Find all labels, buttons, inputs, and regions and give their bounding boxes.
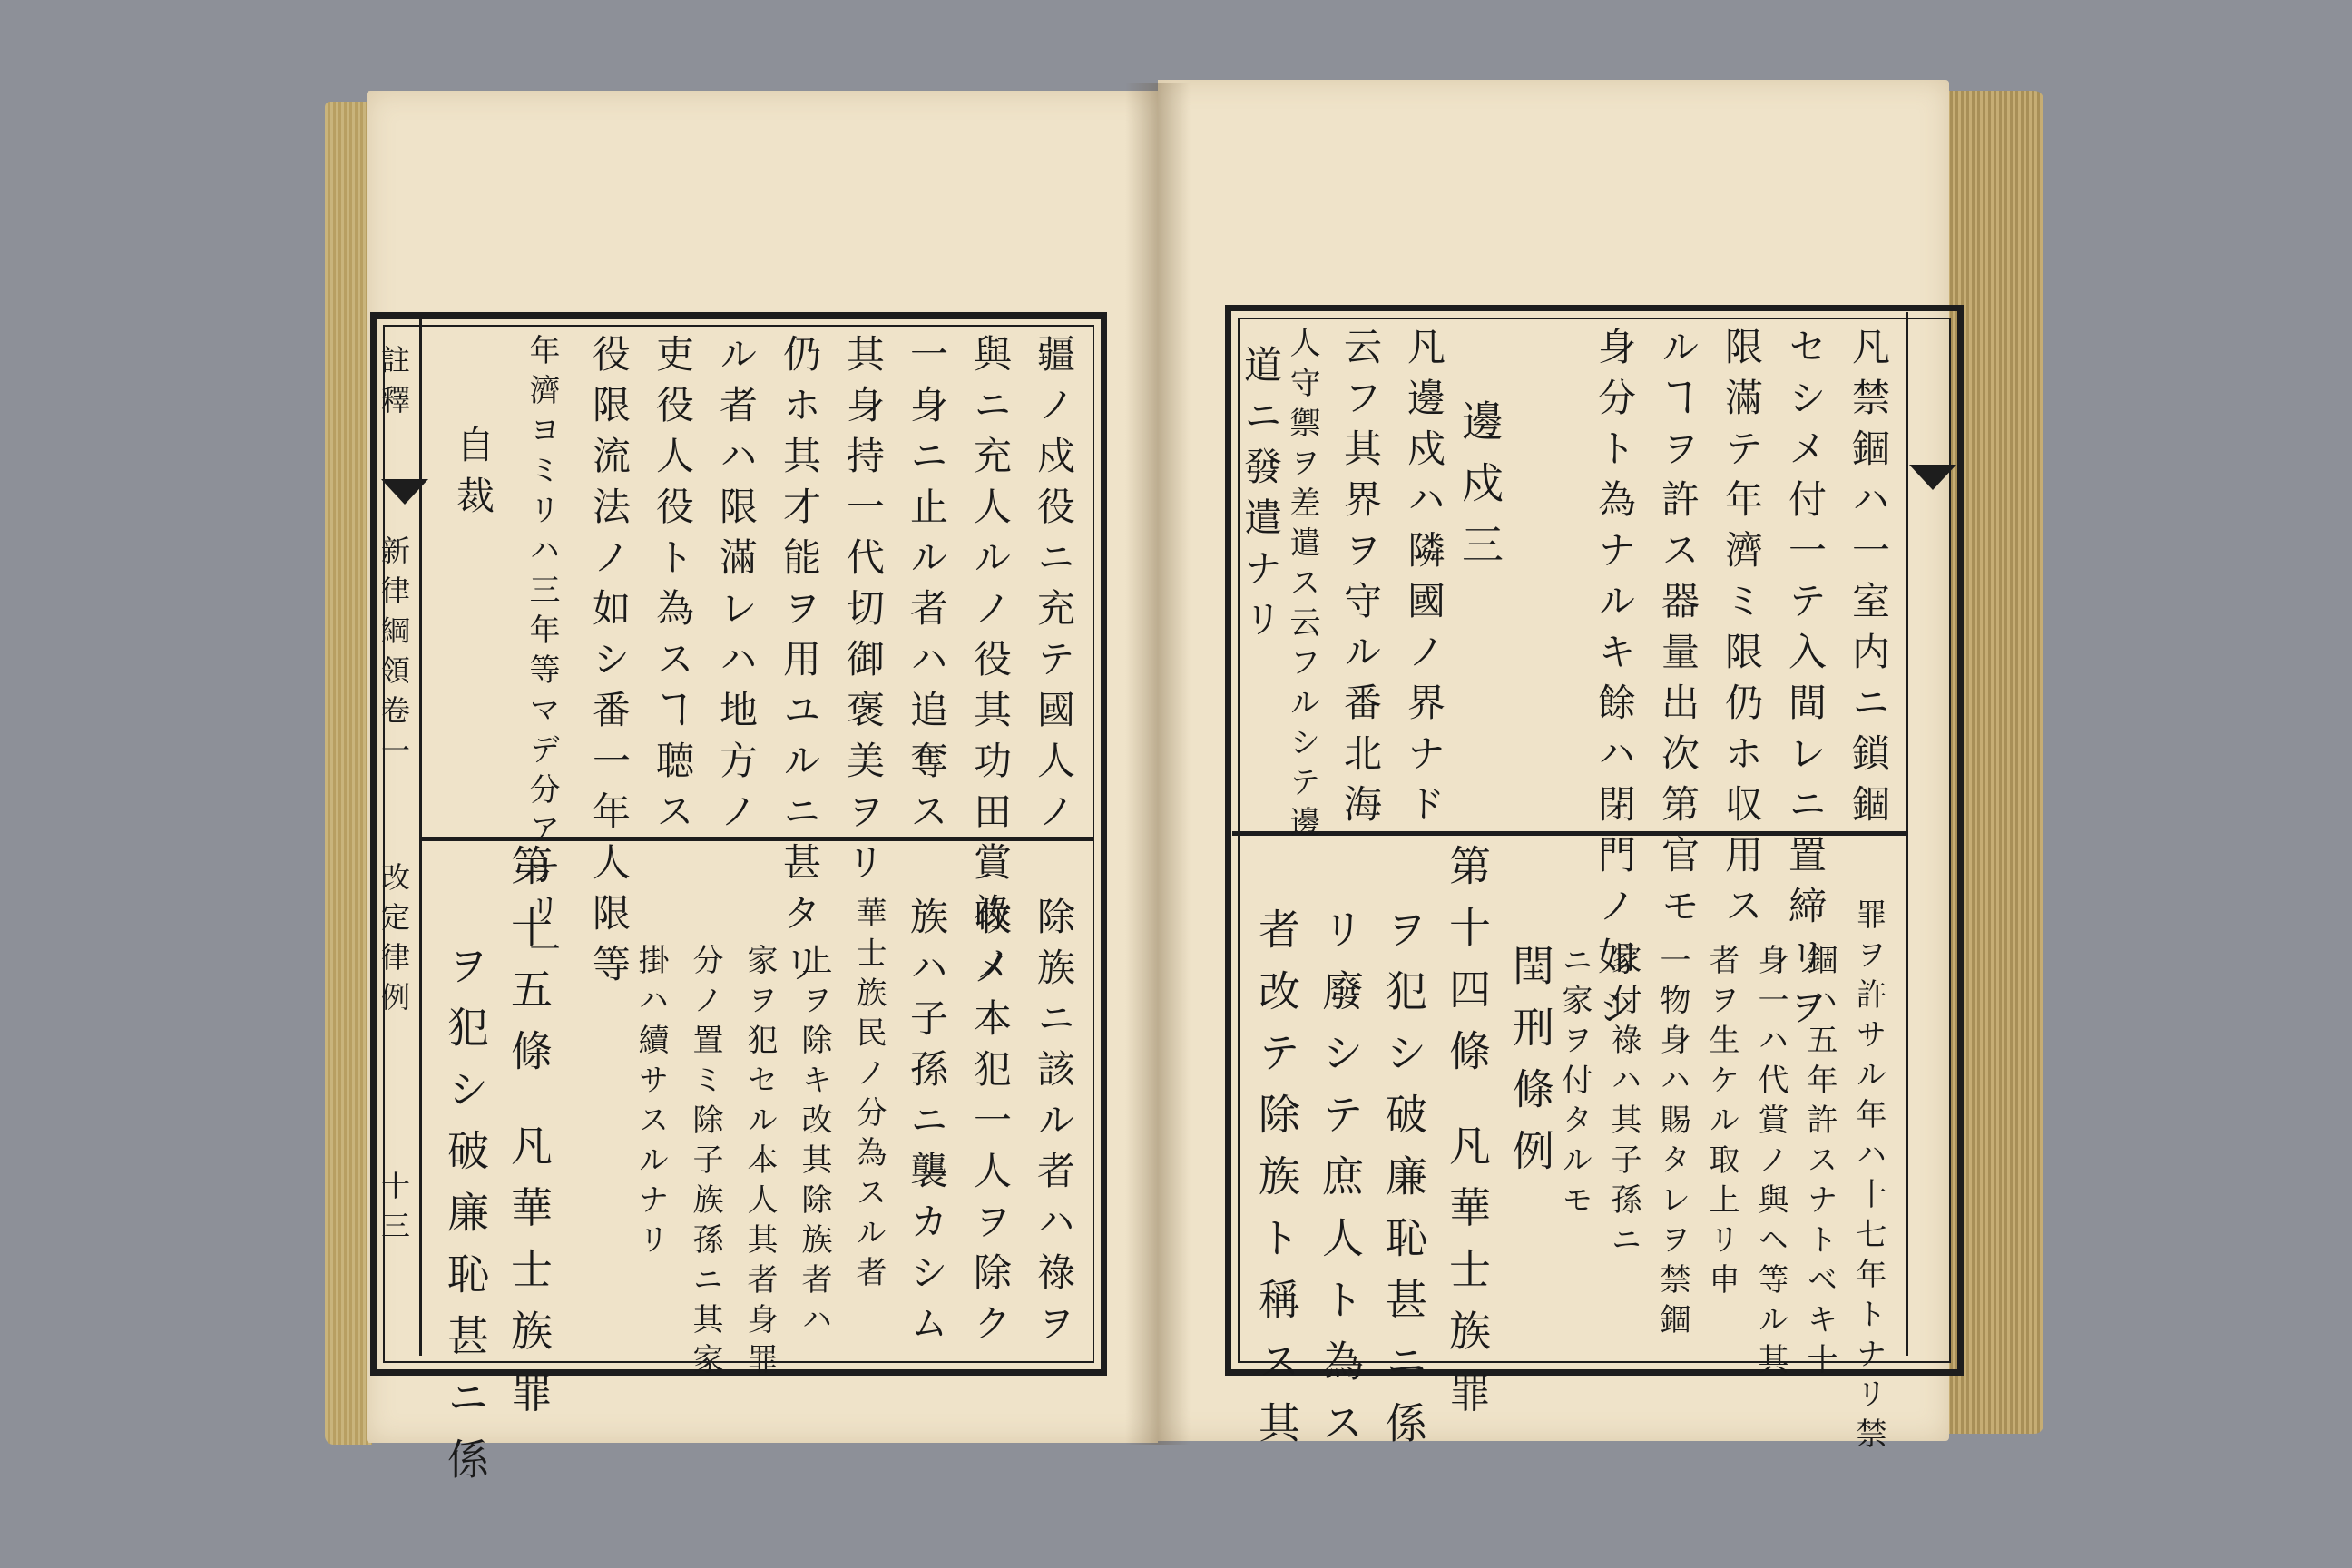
right-margin-divider — [1906, 312, 1908, 1356]
text-column: 掛ハ續サスルナリ — [632, 944, 669, 1263]
article-text: ヲ犯シ破廉恥甚ニ係 — [441, 944, 490, 1499]
text-column: 吏役人役ト為スヿ聴ス — [651, 334, 695, 842]
text-column: 仍ホ其才能ヲ用ユルニ甚タリ — [778, 334, 822, 995]
text-column: 錮ハ五年許スナトベキ十 — [1801, 944, 1838, 1383]
text-column: 分ノ置ミ除子族孫ニ其家 — [687, 944, 723, 1383]
article-heading: 第十五條 凡華士族罪 — [505, 844, 554, 1433]
text-column: 一物身ハ賜タレヲ禁錮 — [1654, 944, 1690, 1343]
text-column: 上ヲ除キ改其除族者ハ — [796, 944, 832, 1343]
text-column: 其身持一代切御褒美ヲリ — [841, 334, 886, 893]
text-column: 與ニ充人ルノ役其功田賞祿ノ — [968, 334, 1013, 995]
section-heading: 邊戍三 — [1455, 399, 1504, 584]
text-column: 華士族民ノ分為スル者 — [850, 897, 887, 1296]
text-column: ニ家ヲ付タルモ — [1556, 944, 1592, 1223]
text-column: 家付祿ハ其子孫ニ — [1605, 944, 1642, 1263]
text-column: 家ヲ犯セル本人其者身罪 — [741, 944, 778, 1383]
text-column: 道ニ發遣ナリ — [1239, 345, 1283, 650]
article-text: ヲ犯シ破廉恥甚ニ係 — [1379, 907, 1428, 1463]
text-column: 人守禦ヲ差遣ス云フルシテ邊 — [1284, 327, 1320, 846]
text-column: ルヿヲ許ス器量出次第官モ — [1656, 327, 1700, 936]
text-column: 除族ニ該ル者ハ祿ヲ — [1032, 897, 1076, 1354]
text-column: 云フ其界ヲ守ル番北海 — [1338, 327, 1383, 835]
text-column: セシメ付一テ入間レニ置締リヲ — [1783, 327, 1828, 1038]
margin-title: 註釋 — [377, 345, 411, 425]
text-column: 收メ本犯一人ヲ除ク — [968, 897, 1013, 1354]
article-heading: 第十四條 凡華士族罪 — [1443, 844, 1492, 1433]
fishtail-mark-left — [381, 479, 428, 505]
text-column: 疆ノ戍役ニ充テ國人ノ — [1032, 334, 1076, 842]
section-heading: 閏刑條例 — [1506, 944, 1555, 1191]
text-column: ル者ハ限滿レハ地方ノ — [714, 334, 759, 842]
text-column: 族ハ子孫ニ襲カシム — [905, 897, 949, 1354]
left-page-edges — [325, 102, 372, 1445]
article-text: 者改テ除族ト稱ス其 — [1252, 907, 1301, 1463]
text-column: 凡邊戍ハ隣國ノ界ナド — [1402, 327, 1446, 835]
text-column: 自裁 — [451, 425, 495, 526]
margin-lower-title: 改定律例 — [377, 862, 411, 1022]
text-column: 役限流法ノ如シ番一年人限等 — [587, 334, 632, 995]
text-column: 身分ト為ナルキ餘ハ閉門ノ如シ — [1592, 327, 1637, 1038]
text-column: 罪ヲ許サル年ハ十七年トナリ禁 — [1850, 898, 1886, 1457]
article-text: リ廢シテ庶人ト為ス — [1316, 907, 1365, 1463]
book-gutter — [1125, 83, 1191, 1445]
folio-number: 十三 — [377, 1171, 411, 1250]
fishtail-mark-right — [1909, 465, 1956, 490]
margin-volume: 新律綱領卷一 — [377, 535, 411, 775]
text-column: 者ヲ生ケル取上リ申 — [1703, 944, 1740, 1303]
text-column: 身一ハ代賞ノ與ヘ等ル其 — [1752, 944, 1788, 1383]
text-column: 限滿テ年濟ミ限仍ホ収用ス — [1720, 327, 1764, 936]
text-column: 年濟ヨミリハ三年等マデ分アナリ一 — [524, 334, 560, 973]
text-column: 一身ニ止ル者ハ追奪ス — [905, 334, 949, 842]
text-column: 凡禁錮ハ一室内ニ鎖錮 — [1847, 327, 1891, 835]
